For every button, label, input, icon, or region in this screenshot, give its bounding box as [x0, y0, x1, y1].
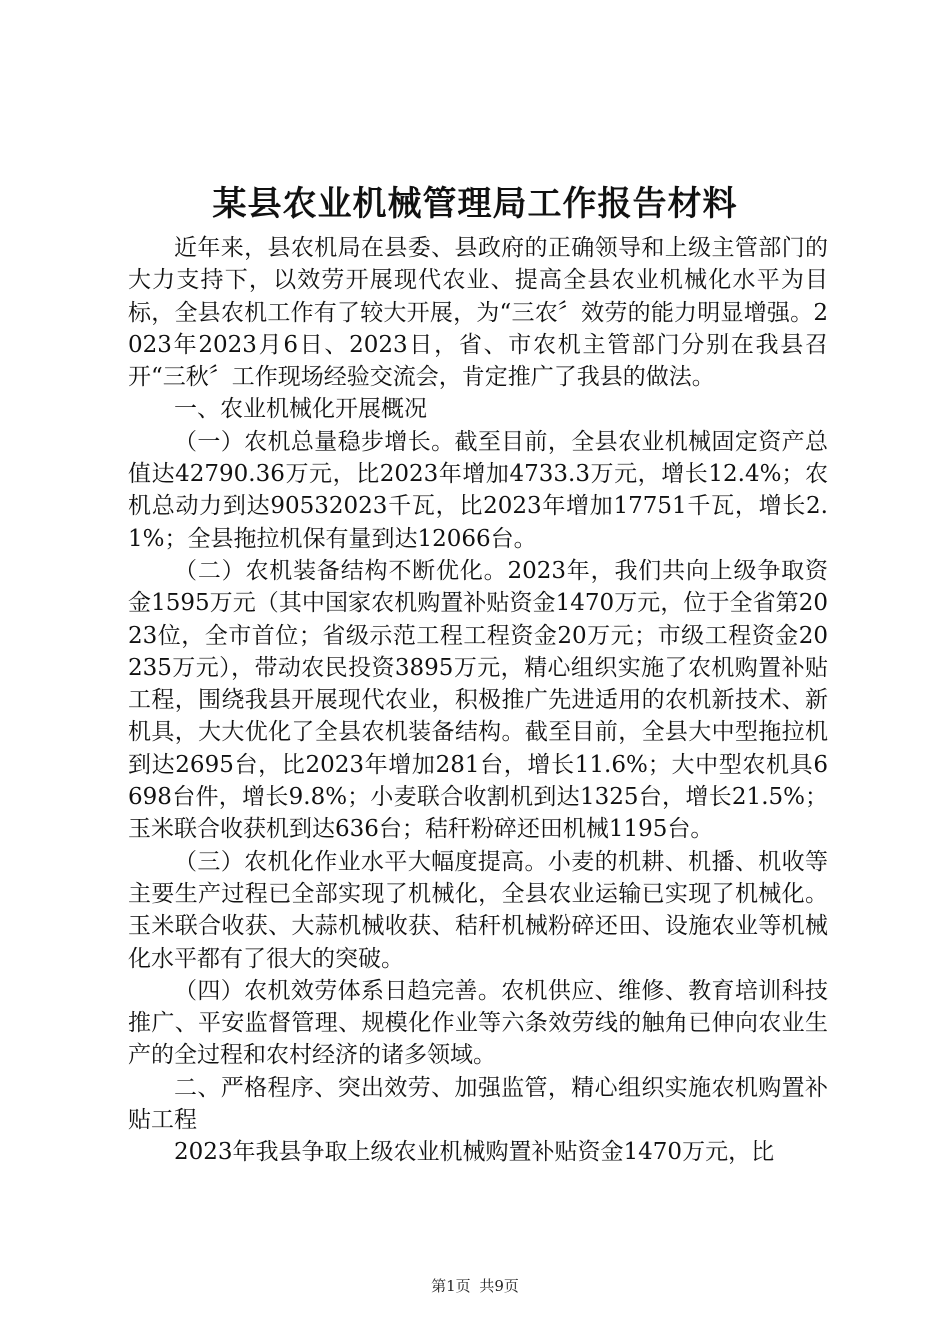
paragraph-subsidy: 2023年我县争取上级农业机械购置补贴资金1470万元，比: [174, 1139, 775, 1166]
section-heading-2: 二、严格程序、突出效劳、加强监管，精心组织实施农机购置补贴工程: [128, 1074, 828, 1134]
paragraph-item-1: （一）农机总量稳步增长。截至目前，全县农业机械固定资产总值达42790.36万元，比2023年增加4733.3万元，增长12.4%；农机总动力到达90532023千瓦，比2023年增加17751千瓦，增长2.1%；全县拖拉机保有量到达12066台。: [128, 428, 828, 552]
paragraph-intro: 近年来，县农机局在县委、县政府的正确领导和上级主管部门的大力支持下，以效劳开展现代农业、提高全县农业机械化水平为目标，全县农机工作有了较大开展，为“三农〞效劳的能力明显增强。2023年2023月6日、2023日，省、市农机主管部门分别在我县召开“三秋〞工作现场经验交流会，肯定推广了我县的做法。: [128, 235, 828, 391]
page-number: 第1页: [431, 1277, 471, 1295]
document-title: 某县农业机械管理局工作报告材料: [212, 184, 738, 224]
paragraph-item-3: （三）农机化作业水平大幅度提高。小麦的机耕、机播、机收等主要生产过程已全部实现了机械化，全县农业运输已实现了机械化。玉米联合收获、大蒜机械收获、秸秆机械粉碎还田、设施农业等机械化水平都有了很大的突破。: [128, 848, 828, 972]
paragraph-item-2: （二）农机装备结构不断优化。2023年，我们共向上级争取资金1595万元（其中国家农机购置补贴资金1470万元，位于全省第2023位，全市首位；省级示范工程工程资金20万元；市级工程资金20235万元），带动农民投资3895万元，精心组织实施了农机购置补贴工程，围绕我县开展现代农业，积极推广先进适用的农机新技术、新机具，大大优化了全县农机装备结构。截至目前，全县大中型拖拉机到达2695台，比2023年增加281台，增长11.6%；大中型农机具6698台件，增长9.8%；小麦联合收割机到达1325台，增长21.5%；玉米联合收获机到达636台；秸秆粉碎还田机械1195台。: [128, 557, 828, 843]
page-footer: [0, 1276, 950, 1296]
page-total: 共9页: [479, 1277, 519, 1295]
paragraph-item-4: （四）农机效劳体系日趋完善。农机供应、维修、教育培训科技推广、平安监督管理、规模化作业等六条效劳线的触角已伸向农业生产的全过程和农村经济的诸多领域。: [128, 977, 828, 1069]
section-heading-1: 一、农业机械化开展概况: [174, 396, 427, 423]
document-body: [128, 232, 828, 1169]
